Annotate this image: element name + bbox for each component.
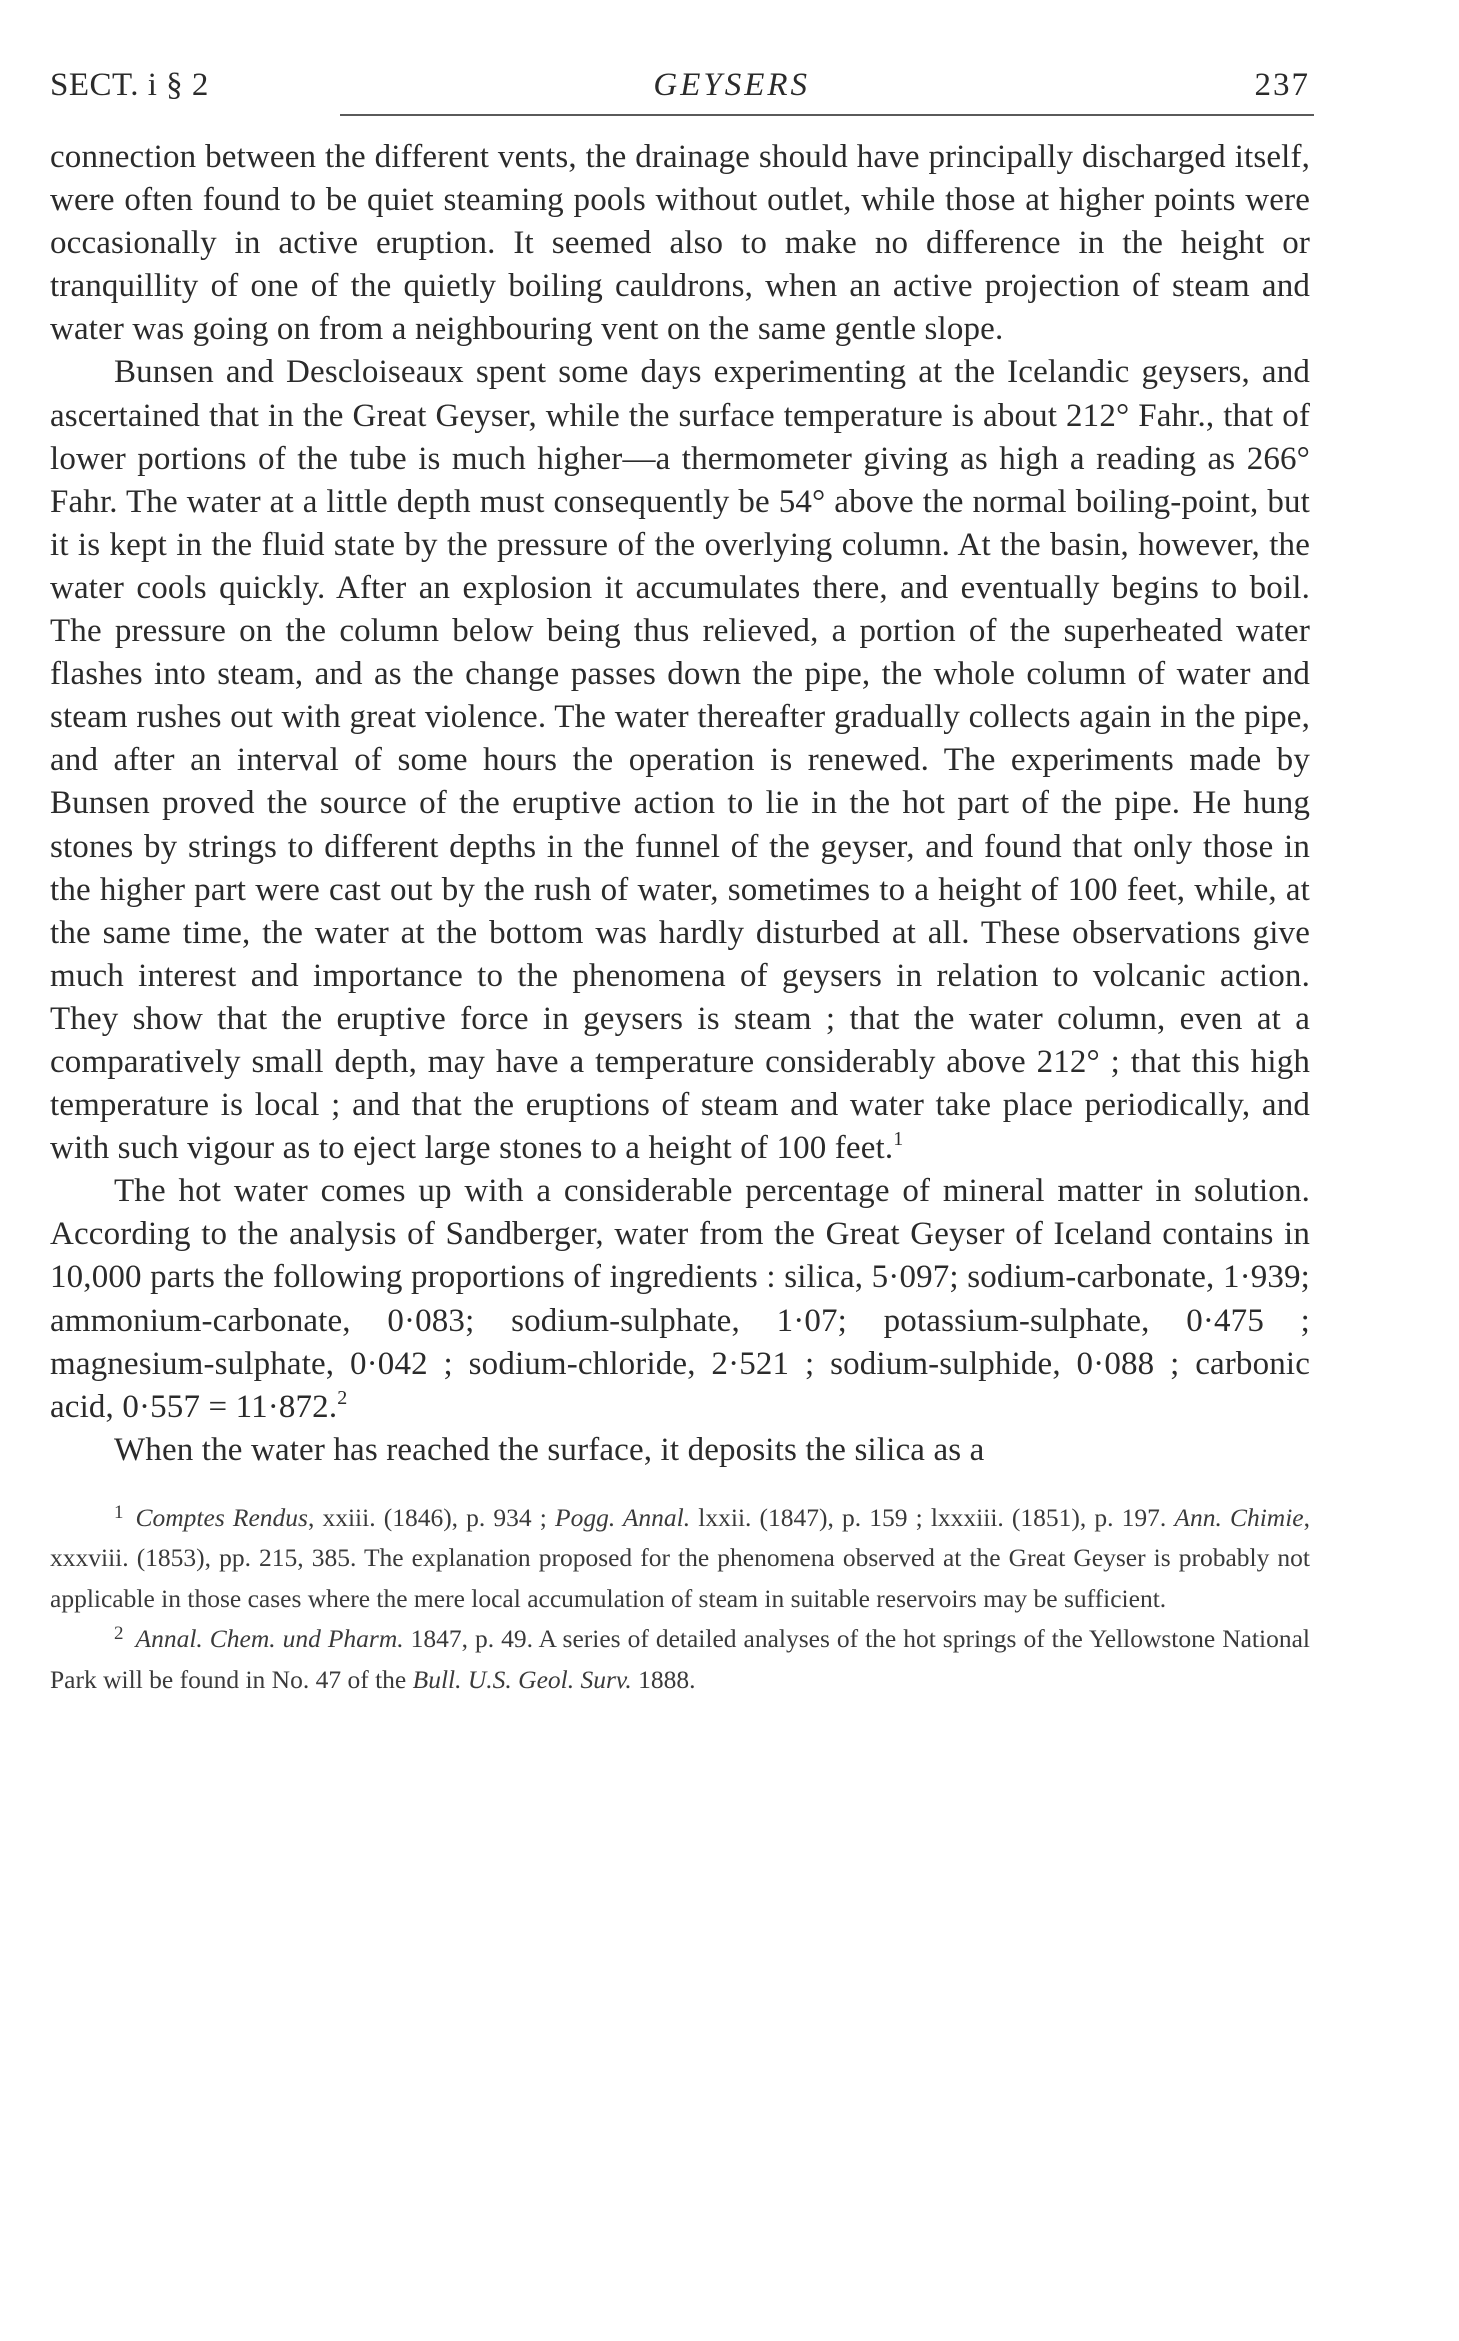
running-head bbox=[50, 58, 1310, 112]
paragraph-continuation: connection between the different vents, the drainage should have principally discharged itself, were often found to be quiet steaming pools without outlet, while those at higher points were occasionally in active eruption. It seemed also to make no difference in the height or tranquillity of one of the quietly boiling cauldrons, when an active projection of steam and water was going on from a neighbouring vent on the same gentle slope. bbox=[50, 139, 1310, 348]
footnote-run: lxxii. (1847), p. 159 ; lxxxiii. (1851), p. 197. bbox=[690, 1502, 1175, 1532]
footnote-run: , xxiii. (1846), p. 934 ; bbox=[307, 1502, 555, 1532]
footnote-ref-1[interactable]: 1 bbox=[893, 1128, 904, 1151]
running-title: GEYSERS bbox=[653, 67, 811, 103]
paragraph-silica: When the water has reached the surface, it deposits the silica as a bbox=[114, 1431, 985, 1468]
citation-title: Ann. Chimie bbox=[1174, 1502, 1304, 1532]
footnote-ref-2[interactable]: 2 bbox=[337, 1386, 348, 1409]
citation-title: Pogg. Annal. bbox=[555, 1502, 691, 1532]
citation-title: Bull. U.S. Geol. Surv. bbox=[412, 1664, 632, 1694]
footnotes bbox=[50, 1498, 1310, 1701]
paragraph-bunsen: Bunsen and Descloiseaux spent some days experimenting at the Icelandic geysers, and ascertained that in the Great Geyser, while the surface temperature is about 212° Fahr., that of lower portions of the tube is much higher—a thermometer giving as high a reading as 266° Fahr. The water at a little depth must consequently be 54° above the normal boiling-point, but it is kept in the fluid state by the pressure of the overlying column. At the basin, however, the water cools quickly. After an explosion it accumulates there, and eventually begins to boil. The pressure on the column below being thus relieved, a portion of the superheated water flashes into steam, and as the change passes down the pipe, the whole column of water and steam rushes out with great violence. The water thereafter gradually collects again in the pipe, and after an interval of some hours the operation is renewed. The experiments made by Bunsen proved the source of the eruptive action to lie in the hot part of the pipe. He hung stones by strings to different depths in the funnel of the geyser, and found that only those in the higher part were cast out by the rush of water, sometimes to a height of 100 feet, while, at the same time, the water at the bottom was hardly disturbed at all. These observations give much interest and importance to the phenomena of geysers in relation to volcanic action. They show that the eruptive force in geysers is steam ; that the water column, even at a comparatively small depth, may have a temperature considerably above 212° ; that this high temperature is local ; and that the eruptions of steam and water take place periodically, and with such vigour as to eject large stones to a height of 100 feet.$^1$ bbox=[50, 354, 1310, 1167]
footnote-number: 1 bbox=[114, 1501, 124, 1523]
footnote-2 bbox=[50, 1619, 1310, 1700]
footnote-spacer bbox=[50, 1472, 1310, 1498]
section-label: SECT. i § 2 bbox=[50, 67, 209, 103]
header-rule bbox=[340, 114, 1314, 116]
footnote-run: 1888. bbox=[631, 1664, 696, 1694]
footnote-text bbox=[50, 1624, 1310, 1694]
citation-title: Annal. Chem. und Pharm. bbox=[135, 1624, 404, 1654]
body-text bbox=[50, 136, 1310, 1472]
footnote-run: , xxxviii. (1853), pp. 215, 385. The explanation proposed for the phenomena observed at the Great Geyser is probably not applicable in those cases where the mere local accumulation of steam in suitable reservoirs may be sufficient. bbox=[50, 1502, 1310, 1613]
footnote-run: 1847, p. 49. A series of detailed analyses of the hot springs of the Yellowstone National Park will be found in No. 47 of the bbox=[50, 1624, 1311, 1694]
page-number: 237 bbox=[1254, 67, 1310, 103]
footnote-text bbox=[50, 1503, 1310, 1613]
footnote-1 bbox=[50, 1498, 1310, 1620]
paragraph-mineral-matter: The hot water comes up with a considerable percentage of mineral matter in solution. According to the analysis of Sandberger, water from the Great Geyser of Iceland contains in 10,000 parts the following proportions of ingredients : silica, 5·097; sodium-carbonate, 1·939; ammonium-carbonate, 0·083; sodium-sulphate, 1·07; potassium-sulphate, 0·475 ; magnesium-sulphate, 0·042 ; sodium-chloride, 2·521 ; sodium-sulphide, 0·088 ; carbonic acid, 0·557 = 11·872.$^2$ bbox=[50, 1173, 1310, 1425]
footnote-number: 2 bbox=[114, 1623, 124, 1645]
citation-title: Comptes Rendus bbox=[135, 1502, 308, 1532]
